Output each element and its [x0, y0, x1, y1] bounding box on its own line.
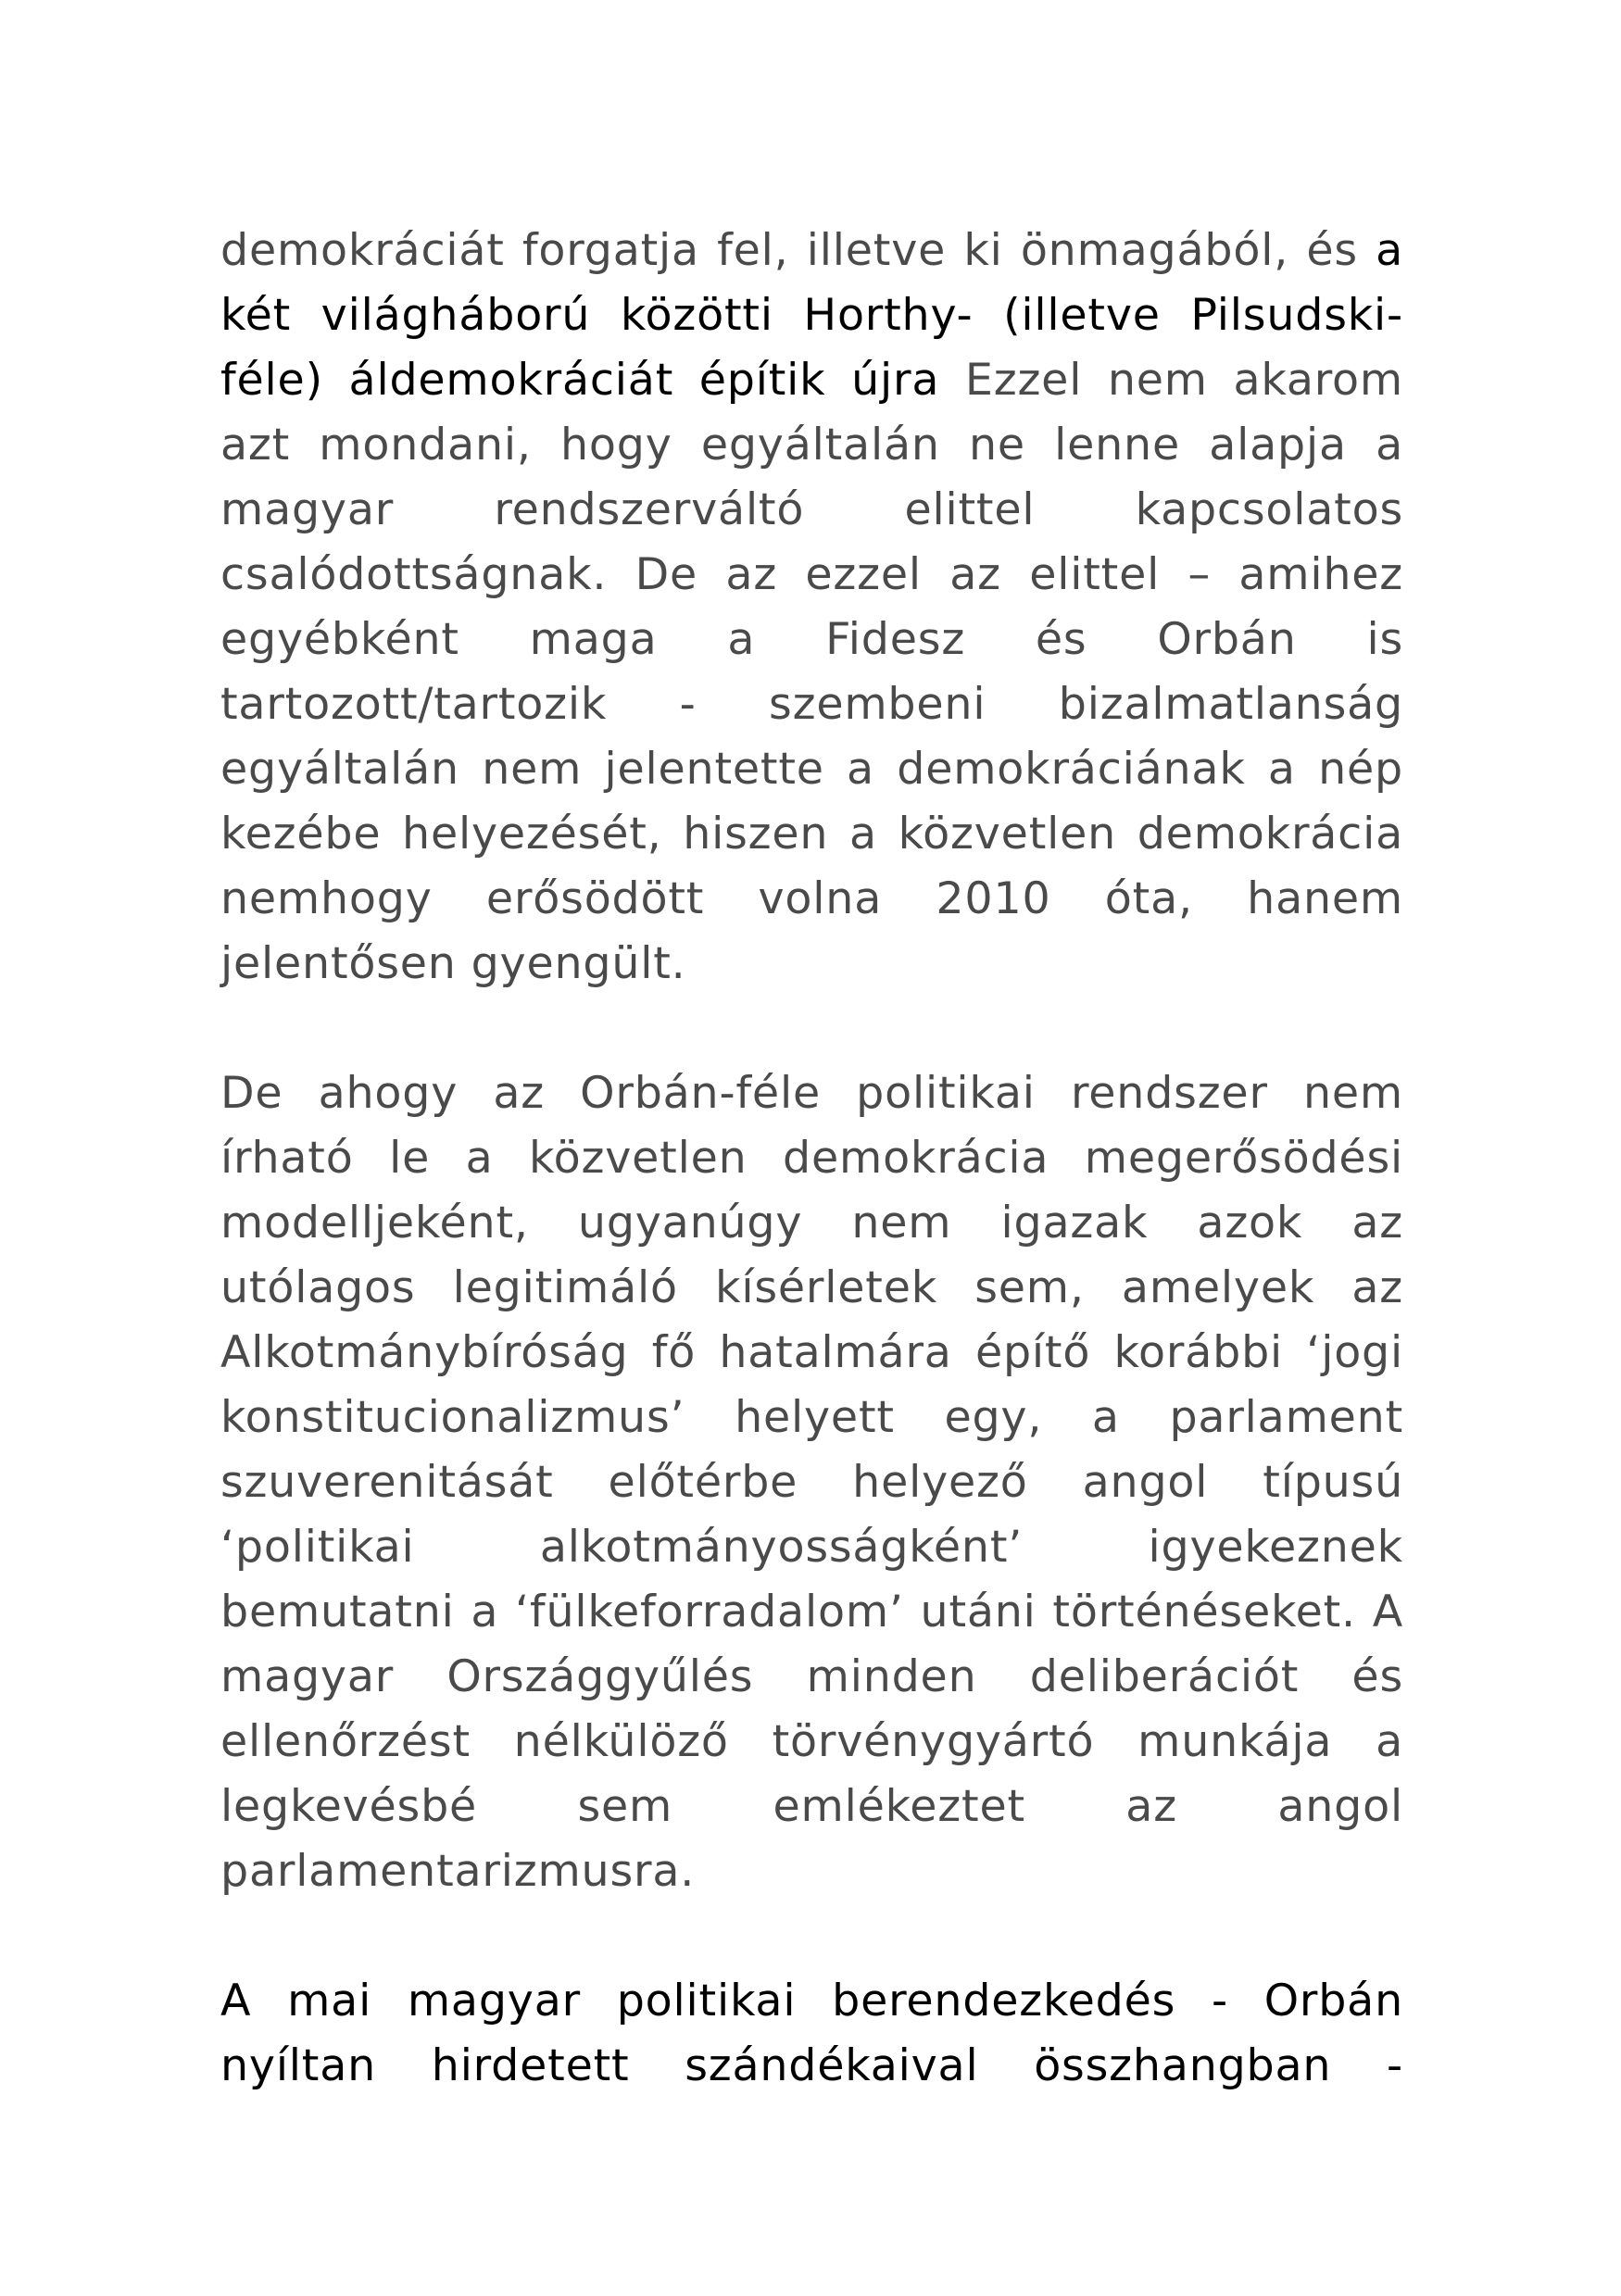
paragraph-3-segment-1: A mai magyar politikai berendezkedés - Orbán nyíltan hirdetett szándékaival összhangban -	[220, 1976, 1403, 2091]
paragraph-1-segment-1: demokráciát forgatja fel, illetve ki önmagából, és	[220, 225, 1376, 276]
paragraph-2-segment-1: De ahogy az Orbán-féle politikai rendszer nem írható le a közvetlen demokrácia megerősödési modelljeként, ugyanúgy nem igazak azok az utólagos legitimáló kísérletek sem, amelyek az Alkotmánybíróság fő hatalmára építő korábbi ‘jogi konstitucionalizmus’ helyett egy, a parlament szuverenitását előtérbe helyező angol típusú ‘politikai alkotmányosságként’ igyekeznek bemutatni a ‘fülkeforradalom’ utáni történéseket. A magyar Országgyűlés minden deliberációt és ellenőrzést nélkülöző törvénygyártó munkája a legkevésbé sem emlékeztet az angol parlamentarizmusra.	[220, 1068, 1403, 1897]
paragraph-2	[220, 1061, 1403, 1904]
document-body	[220, 219, 1403, 2164]
paragraph-1-segment-3: Ezzel nem akarom azt mondani, hogy egyáltalán ne lenne alapja a magyar rendszerváltó elittel kapcsolatos csalódottságnak. De az ezzel az elittel – amihez egyébként maga a Fidesz és Orbán is tartozott/tartozik - szembeni bizalmatlanság egyáltalán nem jelentette a demokráciának a nép kezébe helyezését, hiszen a közvetlen demokrácia nemhogy erősödött volna 2010 óta, hanem jelentősen gyengült.	[220, 355, 1403, 989]
paragraph-1	[220, 219, 1403, 997]
paragraph-1-segment-2: a két világháború közötti Horthy- (illetve Pilsudski-féle) áldemokráciát építik újra	[220, 225, 1403, 406]
paragraph-3	[220, 1969, 1403, 2099]
